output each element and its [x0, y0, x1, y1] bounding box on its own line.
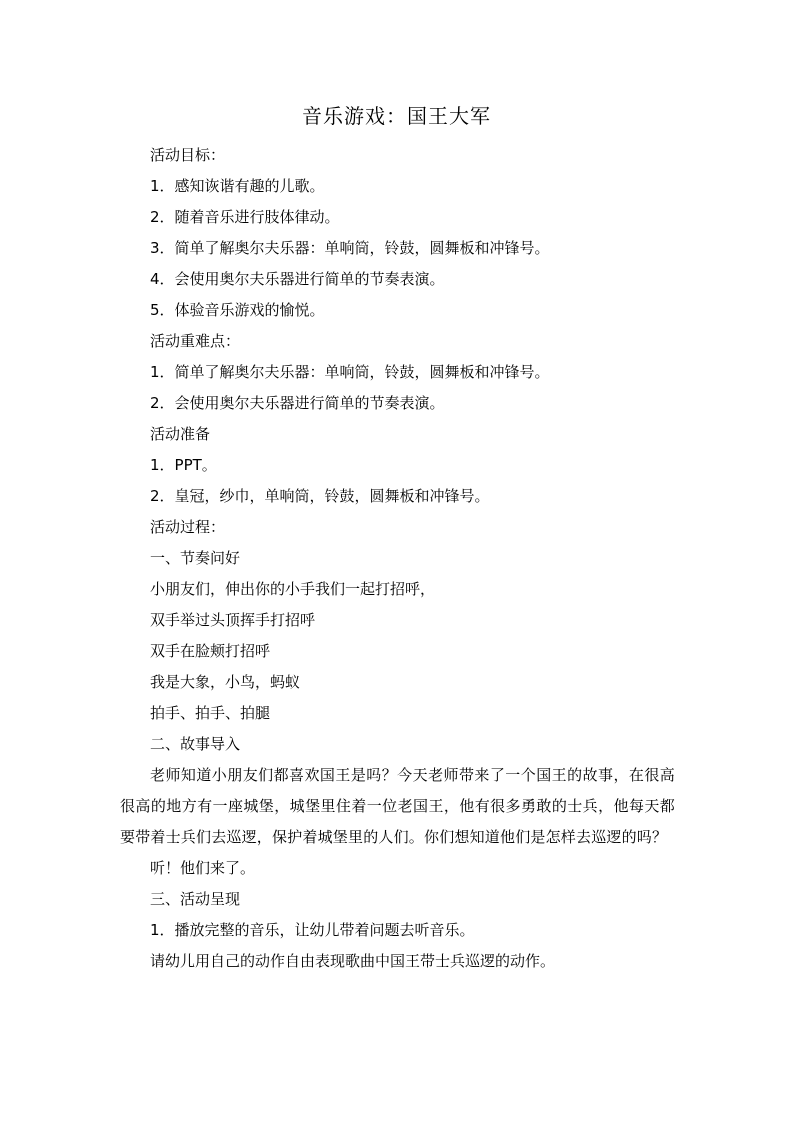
greeting-line-2: 双手举过头顶挥手打招呼 [150, 611, 316, 629]
greeting-line-4: 我是大象，小鸟，蚂蚁 [150, 673, 301, 691]
goal-item-5: 5．体验音乐游戏的愉悦。 [150, 301, 325, 319]
goal-item-1: 1．感知诙谐有趣的儿歌。 [150, 177, 325, 195]
goal-item-2: 2．随着音乐进行肢体律动。 [150, 208, 340, 226]
document-body [120, 140, 675, 977]
process-step-heading-2: 二、故事导入 [150, 735, 241, 753]
greeting-line-5: 拍手、拍手、拍腿 [150, 704, 271, 722]
document-title: 音乐游戏：国王大军 [302, 104, 491, 128]
section-heading-process: 活动过程： [150, 518, 226, 536]
process-step-heading-1: 一、节奏问好 [150, 549, 241, 567]
preparation-item-1: 1．PPT。 [150, 456, 217, 474]
goal-item-3: 3．简单了解奥尔夫乐器：单响筒，铃鼓，圆舞板和冲锋号。 [150, 239, 550, 257]
greeting-line-3: 双手在脸颊打招呼 [150, 642, 271, 660]
story-paragraph: 老师知道小朋友们都喜欢国王是吗？今天老师带来了一个国王的故事，在很高很高的地方有一座城堡，城堡里住着一位老国王，他有很多勇敢的士兵，他每天都要带着士兵们去巡逻，保护着城堡里的人们。你们想知道他们是怎样去巡逻的吗？ [120, 766, 675, 846]
greeting-line-1: 小朋友们，伸出你的小手我们一起打招呼， [150, 580, 436, 598]
section-heading-goals: 活动目标： [150, 146, 226, 164]
key-point-item-2: 2．会使用奥尔夫乐器进行简单的节奏表演。 [150, 394, 445, 412]
section-heading-key-points: 活动重难点： [150, 332, 241, 350]
activity-instruction: 请幼儿用自己的动作自由表现歌曲中国王带士兵巡逻的动作。 [150, 952, 556, 970]
section-heading-preparation: 活动准备 [150, 425, 211, 443]
preparation-item-2: 2．皇冠，纱巾，单响筒，铃鼓，圆舞板和冲锋号。 [150, 487, 490, 505]
goal-item-4: 4．会使用奥尔夫乐器进行简单的节奏表演。 [150, 270, 445, 288]
key-point-item-1: 1．简单了解奥尔夫乐器：单响筒，铃鼓，圆舞板和冲锋号。 [150, 363, 550, 381]
listen-line: 听！他们来了。 [150, 859, 256, 877]
process-step-heading-3: 三、活动呈现 [150, 890, 241, 908]
activity-item-1: 1．播放完整的音乐，让幼儿带着问题去听音乐。 [150, 921, 475, 939]
